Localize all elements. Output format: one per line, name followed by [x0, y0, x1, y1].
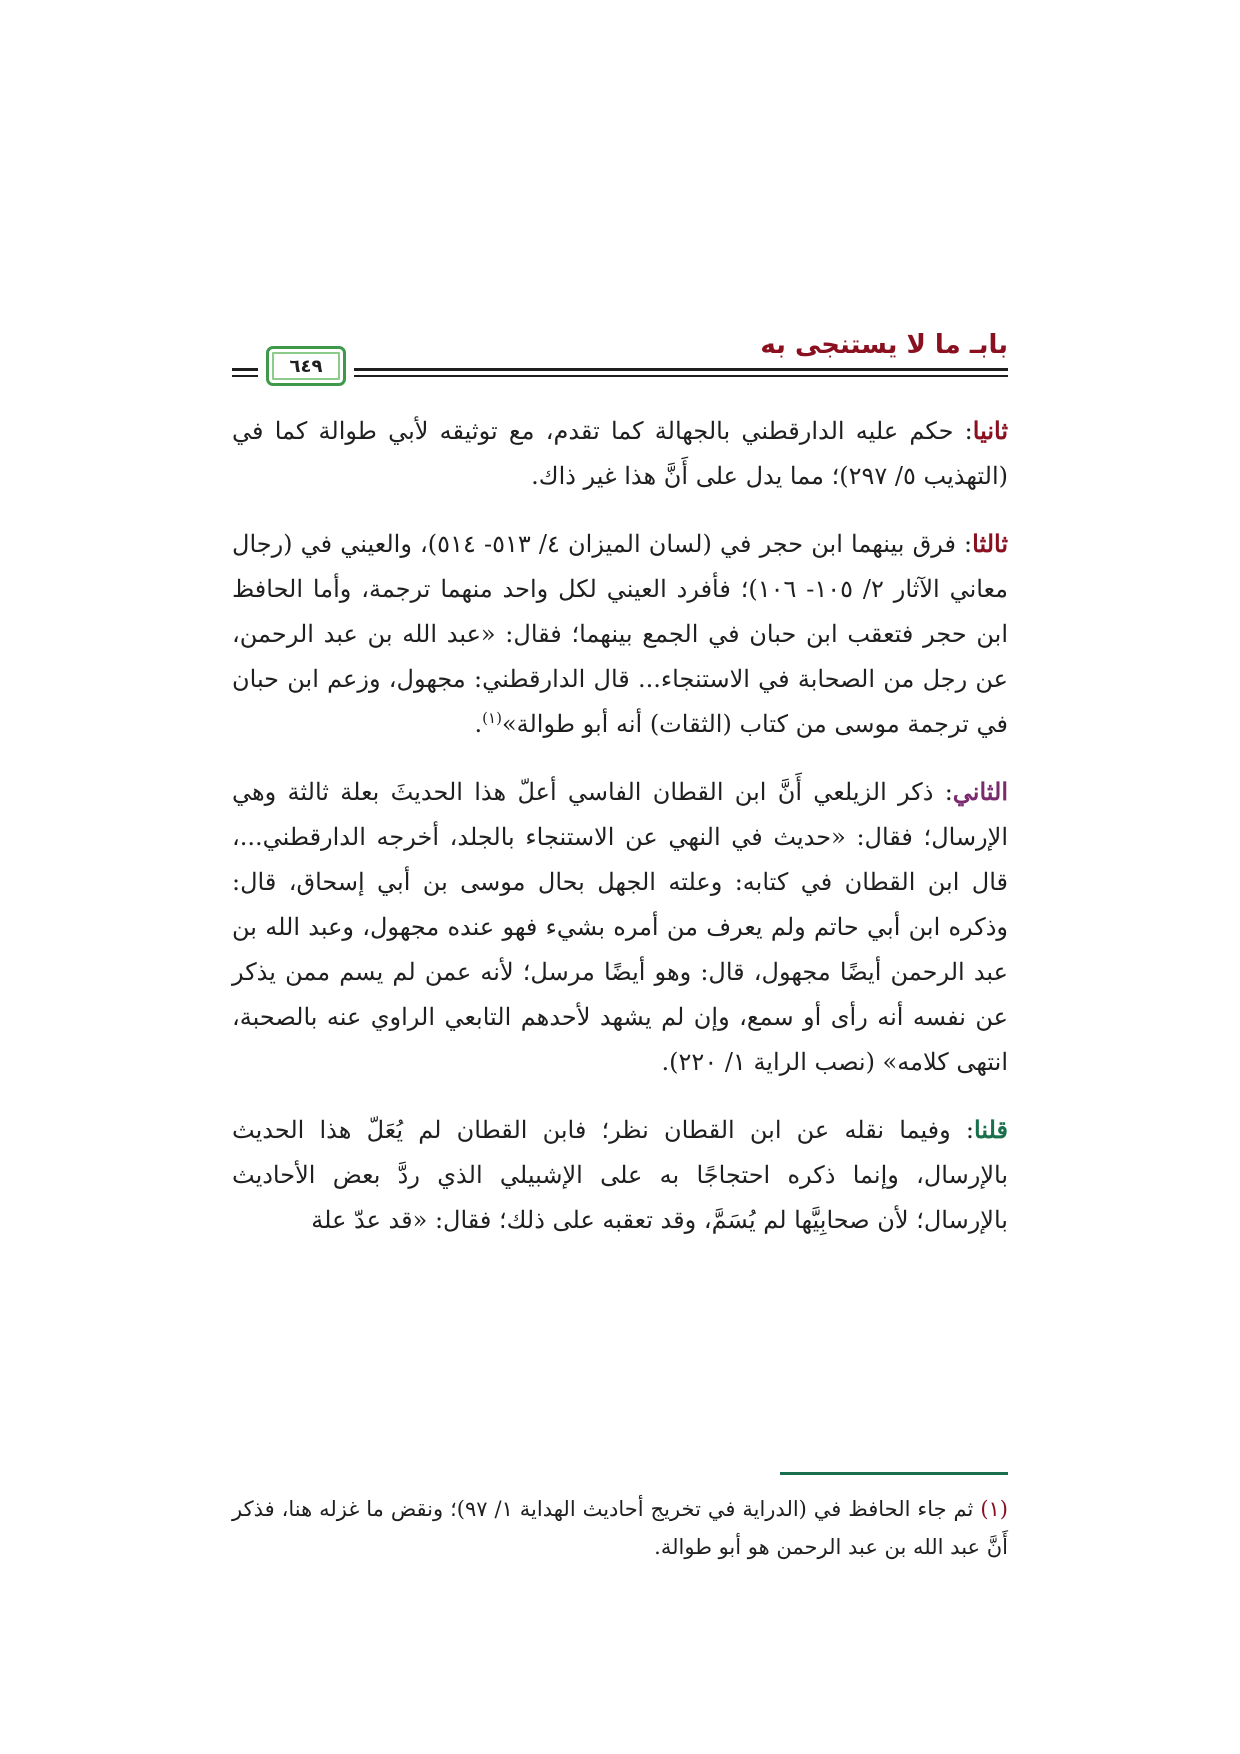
- footnote-separator: [780, 1472, 1008, 1475]
- paragraph-tail: .: [474, 710, 483, 738]
- page-number-badge: ٦٤٩: [266, 346, 346, 386]
- footnote-reference[interactable]: (١): [482, 709, 502, 727]
- paragraph-third-point-b: [232, 521, 1008, 747]
- paragraph-second-cause: [232, 769, 1008, 1085]
- paragraph-lead: قلنا: [974, 1115, 1008, 1144]
- paragraph-response: [232, 1107, 1008, 1243]
- chapter-title: بابـ ما لا يستنجى به: [760, 330, 1008, 360]
- footnote-number: (١): [980, 1497, 1008, 1521]
- paragraph-text: : فرق بينهما ابن حجر في (لسان الميزان ٤/ ٥١٣- ٥١٤)، والعيني في (رجال معاني الآثار ٢/ ١٠٥- ١٠٦)؛ فأفرد العيني لكل واحد منهما ترجمة، وأما الحافظ ابن حجر فتعقب ابن حبان في الجمع بينهما؛ فقال: «عبد الله بن عبد الرحمن، عن رجل من الصحابة في الاستنجاء... قال الدارقطني: مجهول، وزعم ابن حبان في ترجمة موسى من كتاب (الثقات) أنه أبو طوالة»: [232, 530, 1009, 738]
- paragraph-text: : حكم عليه الدارقطني بالجهالة كما تقدم، مع توثيقه لأبي طوالة كما في (التهذيب ٥/ ٢٩٧)؛ مما يدل على أَنَّ هذا غير ذاك.: [232, 417, 1008, 490]
- paragraph-text: : ذكر الزيلعي أَنَّ ابن القطان الفاسي أعلّ هذا الحديثَ بعلة ثالثة وهي الإرسال؛ فقال: «حديث في النهي عن الاستنجاء بالجلد، أخرجه الدارقطني...، قال ابن القطان في كتابه: وعلته الجهل بحال موسى بن أبي إسحاق، قال: وذكره ابن أبي حاتم ولم يعرف من أمره بشيء فهو عنده مجهول، وعبد الله بن عبد الرحمن أيضًا مجهول، قال: وهو أيضًا مرسل؛ لأنه عمن لم يسم ممن يذكر عن نفسه أنه رأى أو سمع، وإن لم يشهد لأحدهم التابعي الراوي عنه بالصحبة، انتهى كلامه» (نصب الراية ١/ ٢٢٠).: [232, 778, 1008, 1076]
- paragraph-text: : وفيما نقله عن ابن القطان نظر؛ فابن القطان لم يُعَلّ هذا الحديث بالإرسال، وإنما ذكره احتجاجًا به على الإشبيلي الذي ردَّ بعض الأحاديث بالإرسال؛ لأن صحابِيَّها لم يُسَمَّ، وقد تعقبه على ذلك؛ فقال: «قد عدّ علة: [232, 1116, 1008, 1234]
- paragraph-lead: ثالثا: [972, 529, 1008, 558]
- footnote-text: ثم جاء الحافظ في (الدراية في تخريج أحاديث الهداية ١/ ٩٧)؛ ونقض ما غزله هنا، فذكر أَنَّ عبد الله بن عبد الرحمن هو أبو طوالة.: [232, 1497, 1008, 1559]
- page-header: [232, 322, 1008, 386]
- paragraph-third-point-a: [232, 408, 1008, 499]
- footnote-item: [232, 1490, 1008, 1566]
- footnotes: [232, 1490, 1008, 1566]
- page-body: [232, 408, 1008, 1265]
- paragraph-lead: الثاني: [952, 777, 1008, 806]
- paragraph-lead: ثانيا: [972, 416, 1008, 445]
